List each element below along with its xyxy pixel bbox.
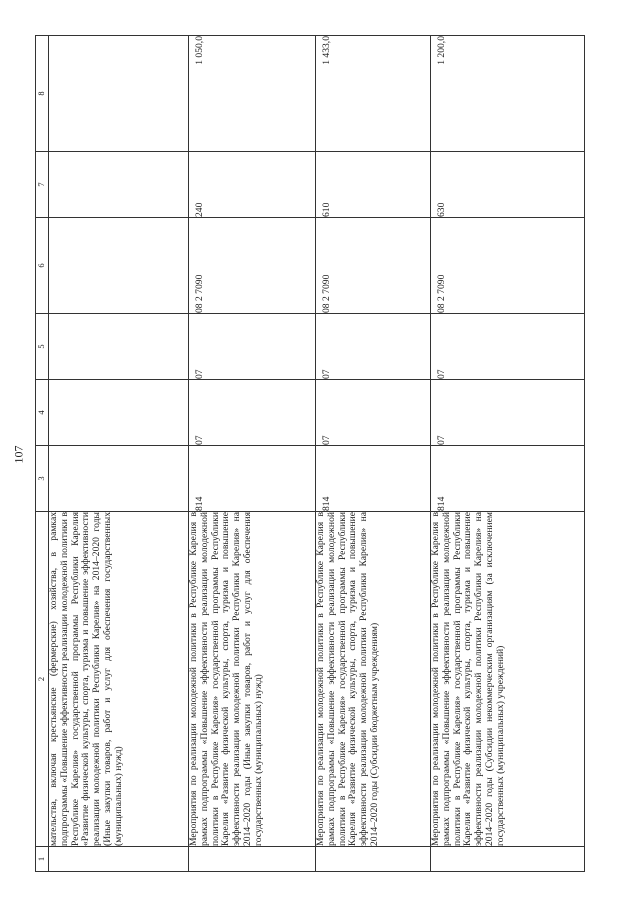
table-row: [431, 36, 585, 872]
amount-cell: 1 050,0: [189, 36, 316, 152]
table-row: [316, 36, 431, 872]
expense-type-cell: [49, 152, 189, 218]
ministry-code-cell: 814: [316, 446, 431, 512]
expense-name-cell: Мероприятия по реализации молодежной политики в Республике Карелия в рамках подпрограммы «Повышение эффективности реализации молодежной политики в Республике Карелия» государственной программы Республики Карелия «Развитие физической культуры, спорта, туризма и повышение эффективности реализации молодежной политики Республики Карелия» на 2014–2020 годы (Субсидии некоммерческим организациям (за исключением государственных (муниципальных) учреждений): [431, 512, 585, 847]
row-number-cell: [49, 847, 189, 872]
amount-cell: 1 433,0: [316, 36, 431, 152]
row-number-cell: [316, 847, 431, 872]
expense-name-cell: мательства, включая крестьянские (фермерские) хозяйства, в рамках подпрограммы «Повышение эффективности реализации молодежной политики в Республике Карелия» государственной программы Республики Карелия «Развитие физической культуры, спорта, туризма и повышение эффективности реализации молодежной политики Республики Карелия» на 2014–2020 годы (Иные закупки товаров, работ и услуг для обеспечения государственных (муниципальных) нужд): [49, 512, 189, 847]
table-row: [189, 36, 316, 872]
subsection-code-cell: 07: [431, 314, 585, 380]
section-code-cell: 07: [189, 380, 316, 446]
expense-name-cell: Мероприятия по реализации молодежной политики в Республике Карелия в рамках подпрограммы «Повышение эффективности реализации молодежной политики в Республике Карелия» государственной программы Республики Карелия «Развитие физической культуры, спорта, туризма и повышение эффективности реализации молодежной политики Республики Карелия» на 2014–2020 годы (Субсидии бюджетным учреждениям): [316, 512, 431, 847]
table-header-row: [36, 36, 49, 872]
page-number: [12, 36, 26, 872]
expense-type-cell: 240: [189, 152, 316, 218]
column-header: 2: [36, 512, 49, 847]
column-header: 7: [36, 152, 49, 218]
section-code-cell: [49, 380, 189, 446]
page-number-text: 107: [11, 445, 26, 463]
section-code-cell: 07: [316, 380, 431, 446]
ministry-code-cell: [49, 446, 189, 512]
target-article-cell: 08 2 7090: [316, 218, 431, 314]
target-article-cell: 08 2 7090: [189, 218, 316, 314]
subsection-code-cell: [49, 314, 189, 380]
row-number-cell: [189, 847, 316, 872]
expense-name-cell: Мероприятия по реализации молодежной политики в Республике Карелия в рамках подпрограммы «Повышение эффективности реализации молодежной политики в Республике Карелия» государственной программы Республики Карелия «Развитие физической культуры, спорта, туризма и повышение эффективности реализации молодежной политики Республики Карелия» на 2014–2020 годы (Иные закупки товаров, работ и услуг для обеспечения государственных (муниципальных) нужд): [189, 512, 316, 847]
budget-table: [35, 35, 585, 872]
amount-cell: [49, 36, 189, 152]
column-header: 1: [36, 847, 49, 872]
subsection-code-cell: 07: [316, 314, 431, 380]
column-header: 6: [36, 218, 49, 314]
target-article-cell: [49, 218, 189, 314]
section-code-cell: 07: [431, 380, 585, 446]
row-number-cell: [431, 847, 585, 872]
expense-type-cell: 610: [316, 152, 431, 218]
ministry-code-cell: 814: [431, 446, 585, 512]
subsection-code-cell: 07: [189, 314, 316, 380]
budget-table-sheet: [35, 36, 583, 872]
amount-cell: 1 200,0: [431, 36, 585, 152]
column-header: 4: [36, 380, 49, 446]
ministry-code-cell: 814: [189, 446, 316, 512]
target-article-cell: 08 2 7090: [431, 218, 585, 314]
column-header: 3: [36, 446, 49, 512]
table-row: [49, 36, 189, 872]
column-header: 8: [36, 36, 49, 152]
expense-type-cell: 630: [431, 152, 585, 218]
column-header: 5: [36, 314, 49, 380]
